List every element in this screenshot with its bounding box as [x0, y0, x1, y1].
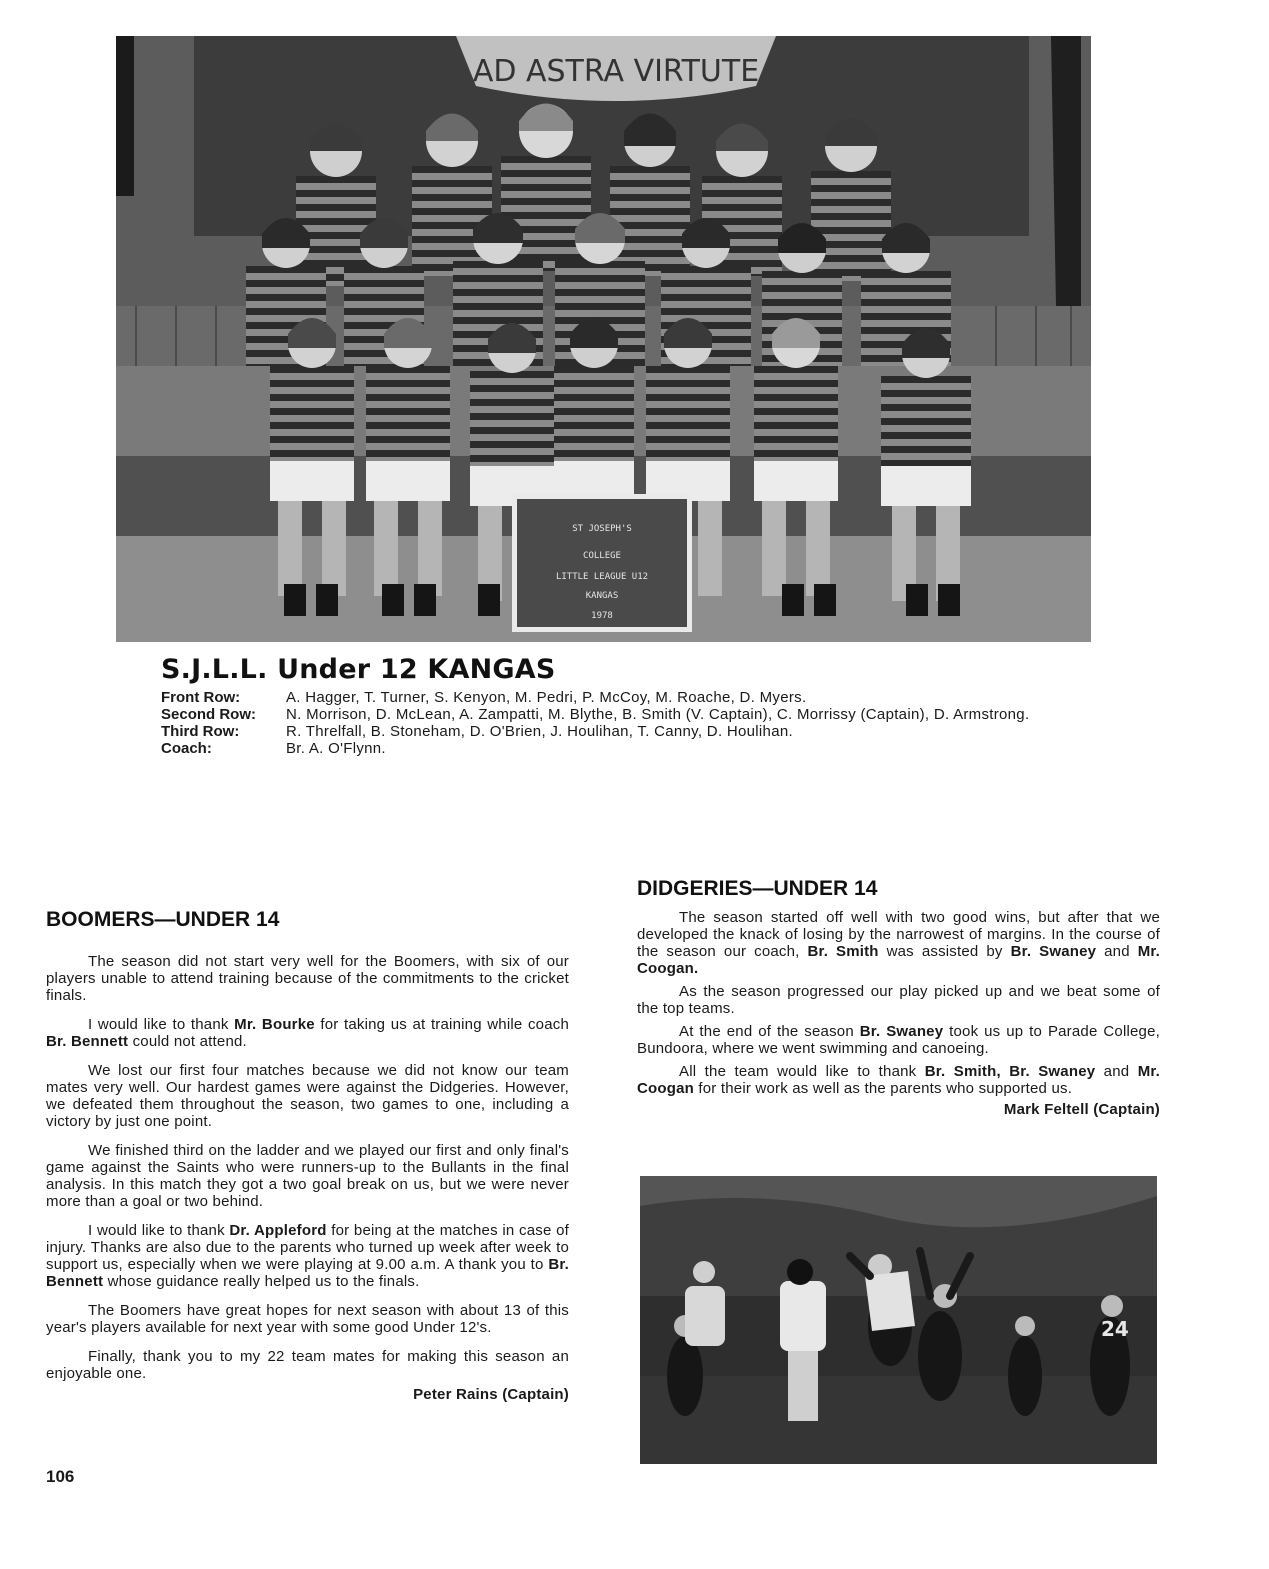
- roster-names: N. Morrison, D. McLean, A. Zampatti, M. Blythe, B. Smith (V. Captain), C. Morrissy (Captain), D. Armstrong.: [286, 706, 1030, 723]
- paragraph: I would like to thank Mr. Bourke for taking us at training while coach Br. Bennett could not attend.: [46, 1016, 570, 1050]
- team-photo-illustration: [116, 36, 1091, 642]
- roster-label: Coach:: [161, 740, 212, 757]
- boomers-article-body: [46, 953, 569, 1403]
- paragraph: We finished third on the ladder and we played our first and only final's game against the Saints who were runners-up to the Bullants in the final analysis. In this match they got a two goal break on us, but we were never more than a goal or two behind.: [46, 1142, 569, 1210]
- roster-row-coach: [161, 740, 1091, 757]
- paragraph: The Boomers have great hopes for next season with about 13 of this year's players available for next year with some good Under 12's.: [46, 1302, 569, 1336]
- banner-motto: AD ASTRA VIRTUTE: [472, 54, 760, 89]
- boomers-heading: BOOMERS—UNDER 14: [46, 908, 280, 931]
- sign-line-3: LITTLE LEAGUE U12: [555, 572, 649, 582]
- game-action-photograph: [640, 1176, 1157, 1464]
- boomers-signature: Peter Rains (Captain): [413, 1386, 569, 1403]
- roster-names: R. Threlfall, B. Stoneham, D. O'Brien, J. Houlihan, T. Canny, D. Houlihan.: [286, 723, 793, 740]
- jersey-number: 24: [1101, 1317, 1129, 1341]
- sign-line-1: ST JOSEPH'S: [572, 524, 632, 534]
- roster-label: Second Row:: [161, 706, 257, 723]
- didgeries-heading: DIDGERIES—UNDER 14: [637, 877, 878, 900]
- game-photo-illustration: [640, 1176, 1157, 1464]
- roster-names: A. Hagger, T. Turner, S. Kenyon, M. Pedri, P. McCoy, M. Roache, D. Myers.: [286, 689, 807, 706]
- sign-line-2: COLLEGE: [583, 551, 621, 561]
- paragraph: We lost our first four matches because we did not know our team mates very well. Our hardest games were against the Didgeries. However, we defeated them throughout the season, two games to one, including a victory by just one point.: [46, 1062, 569, 1130]
- sign-line-5: 1978: [591, 611, 613, 621]
- roster-label: Third Row:: [161, 723, 240, 740]
- roster-row-front: [161, 689, 1091, 706]
- sign-line-4: KANGAS: [585, 591, 619, 601]
- paragraph: I would like to thank Dr. Appleford for being at the matches in case of injury. Thanks are also due to the parents who turned up week after week to support us, especially when we were playing at 9.00 a.m. A thank you to Br. Bennett whose guidance really helped us to the finals.: [46, 1222, 570, 1290]
- page-number: 106: [46, 1467, 75, 1486]
- paragraph: All the team would like to thank Br. Smith, Br. Swaney and Mr. Coogan for their work as well as the parents who supported us.: [637, 1063, 1160, 1097]
- team-photograph: [116, 36, 1091, 642]
- roster-names: Br. A. O'Flynn.: [286, 740, 386, 757]
- didgeries-signature: Mark Feltell (Captain): [1003, 1101, 1160, 1118]
- paragraph: As the season progressed our play picked up and we beat some of the top teams.: [637, 983, 1160, 1017]
- paragraph: At the end of the season Br. Swaney took us up to Parade College, Bundoora, where we went swimming and canoeing.: [637, 1023, 1160, 1057]
- didgeries-article-body: [637, 909, 1160, 1118]
- paragraph: The season started off well with two good wins, but after that we developed the knack of losing by the narrowest of margins. In the course of the season our coach, Br. Smith was assisted by Br. Swaney and Mr. Coogan.: [637, 909, 1160, 977]
- team-roster: [161, 689, 1091, 757]
- roster-row-third: [161, 723, 1091, 740]
- paragraph: Finally, thank you to my 22 team mates for making this season an enjoyable one.: [46, 1348, 569, 1382]
- paragraph: The season did not start very well for the Boomers, with six of our players unable to attend training because of the commitments to the cricket finals.: [46, 953, 569, 1004]
- team-title: S.J.L.L. Under 12 KANGAS: [161, 654, 556, 685]
- roster-row-second: [161, 706, 1091, 723]
- roster-label: Front Row:: [161, 689, 241, 706]
- team-sign-board: [512, 494, 692, 632]
